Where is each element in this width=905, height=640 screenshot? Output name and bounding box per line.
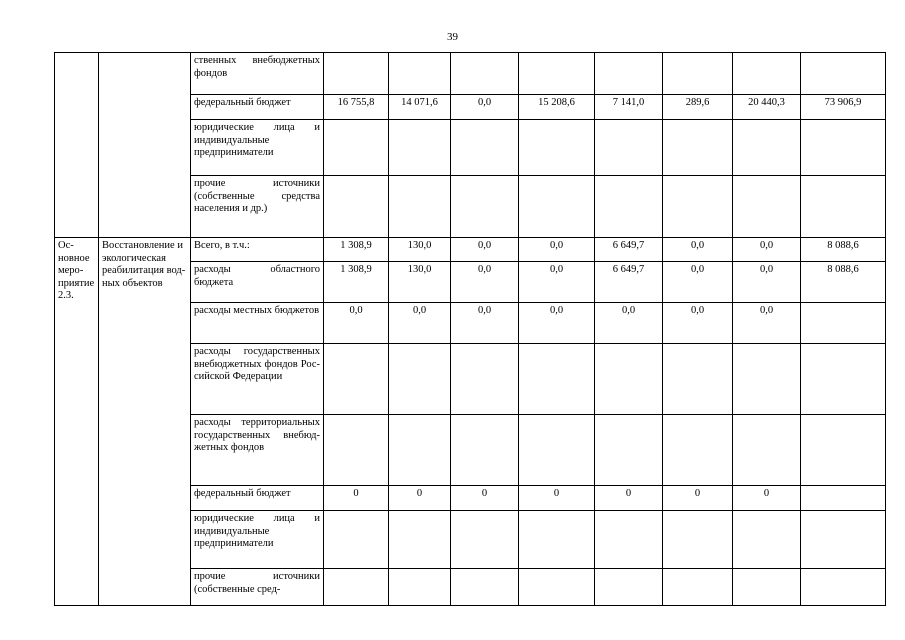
value-cell [324,511,389,569]
value-cell [389,120,451,176]
value-cell: 8 088,6 [801,238,886,262]
value-cell [801,303,886,344]
value-cell: 0,0 [451,262,519,303]
value-cell: 0 [663,486,733,511]
value-cell [519,344,595,415]
value-cell [389,569,451,606]
value-cell [733,53,801,95]
value-cell: 0 [595,486,663,511]
value-cell [451,511,519,569]
value-cell [324,344,389,415]
value-cell: 289,6 [663,95,733,120]
value-cell: 0,0 [451,303,519,344]
value-cell: 14 071,6 [389,95,451,120]
funding-source-cell: расходы государственных внебюджетных фондов Российской Федерации [191,344,324,415]
value-cell: 0,0 [733,303,801,344]
value-cell [801,415,886,486]
value-cell: 7 141,0 [595,95,663,120]
value-cell [451,569,519,606]
value-cell: 20 440,3 [733,95,801,120]
value-cell [801,486,886,511]
value-cell [451,344,519,415]
value-cell [451,120,519,176]
value-cell [451,415,519,486]
value-cell [595,176,663,238]
value-cell [663,415,733,486]
value-cell [324,53,389,95]
value-cell [801,120,886,176]
value-cell [663,511,733,569]
value-cell [733,344,801,415]
value-cell [324,569,389,606]
value-cell: 0,0 [663,238,733,262]
value-cell: 0 [451,486,519,511]
funding-source-cell: ственных внебюджетных фондов [191,53,324,95]
value-cell [663,53,733,95]
value-cell: 0,0 [733,262,801,303]
value-cell: 1 308,9 [324,262,389,303]
value-cell [389,53,451,95]
measure-code-cell: Основное мероприятие 2.3. [55,238,99,606]
funding-source-cell: прочие источники (собственные сред- [191,569,324,606]
value-cell: 0,0 [733,238,801,262]
value-cell [389,176,451,238]
value-cell: 0,0 [663,303,733,344]
value-cell: 73 906,9 [801,95,886,120]
value-cell [389,511,451,569]
page-number: 39 [447,31,458,43]
funding-source-cell: расходы местных бюджетов [191,303,324,344]
value-cell [451,53,519,95]
budget-table [54,52,886,606]
value-cell [519,176,595,238]
value-cell [663,120,733,176]
value-cell [451,176,519,238]
funding-source-cell: расходы областного бюджета [191,262,324,303]
measure-name-cell: Восстановление и экологическая реабилитация водных объектов [99,238,191,606]
value-cell [733,511,801,569]
value-cell [519,511,595,569]
value-cell: 130,0 [389,238,451,262]
funding-source-cell: Всего, в т.ч.: [191,238,324,262]
measure-code-cell [55,53,99,238]
value-cell: 0,0 [451,95,519,120]
value-cell: 0,0 [519,262,595,303]
funding-source-cell: юридические лица и индивидуальные предприниматели [191,120,324,176]
value-cell [595,53,663,95]
value-cell: 1 308,9 [324,238,389,262]
value-cell: 6 649,7 [595,262,663,303]
value-cell: 6 649,7 [595,238,663,262]
value-cell [733,569,801,606]
value-cell: 0,0 [451,238,519,262]
value-cell: 0 [733,486,801,511]
value-cell [595,415,663,486]
value-cell [324,176,389,238]
value-cell [519,415,595,486]
value-cell: 0 [324,486,389,511]
funding-source-cell: федеральный бюджет [191,95,324,120]
value-cell: 0,0 [663,262,733,303]
funding-source-cell: прочие источники (собственные средства населения и др.) [191,176,324,238]
value-cell [733,176,801,238]
value-cell: 0,0 [389,303,451,344]
funding-source-cell: расходы территориальных государственных внебюджетных фондов [191,415,324,486]
value-cell: 0 [519,486,595,511]
value-cell: 16 755,8 [324,95,389,120]
value-cell: 8 088,6 [801,262,886,303]
table-row [55,53,886,95]
value-cell [324,415,389,486]
value-cell [801,569,886,606]
value-cell [595,344,663,415]
value-cell [595,120,663,176]
value-cell [519,120,595,176]
value-cell [519,569,595,606]
value-cell: 0,0 [519,303,595,344]
value-cell [595,511,663,569]
budget-table-body [55,53,886,606]
value-cell [389,415,451,486]
measure-name-cell [99,53,191,238]
value-cell [733,120,801,176]
value-cell: 0,0 [595,303,663,344]
funding-source-cell: федеральный бюджет [191,486,324,511]
value-cell [733,415,801,486]
value-cell [801,344,886,415]
value-cell [801,176,886,238]
value-cell [801,53,886,95]
value-cell: 15 208,6 [519,95,595,120]
value-cell: 0,0 [519,238,595,262]
value-cell [595,569,663,606]
value-cell [801,511,886,569]
value-cell: 130,0 [389,262,451,303]
value-cell [663,176,733,238]
value-cell: 0 [389,486,451,511]
value-cell [389,344,451,415]
value-cell [324,120,389,176]
value-cell [663,569,733,606]
funding-source-cell: юридические лица и индивидуальные предприниматели [191,511,324,569]
value-cell [519,53,595,95]
value-cell: 0,0 [324,303,389,344]
table-row [55,238,886,262]
value-cell [663,344,733,415]
